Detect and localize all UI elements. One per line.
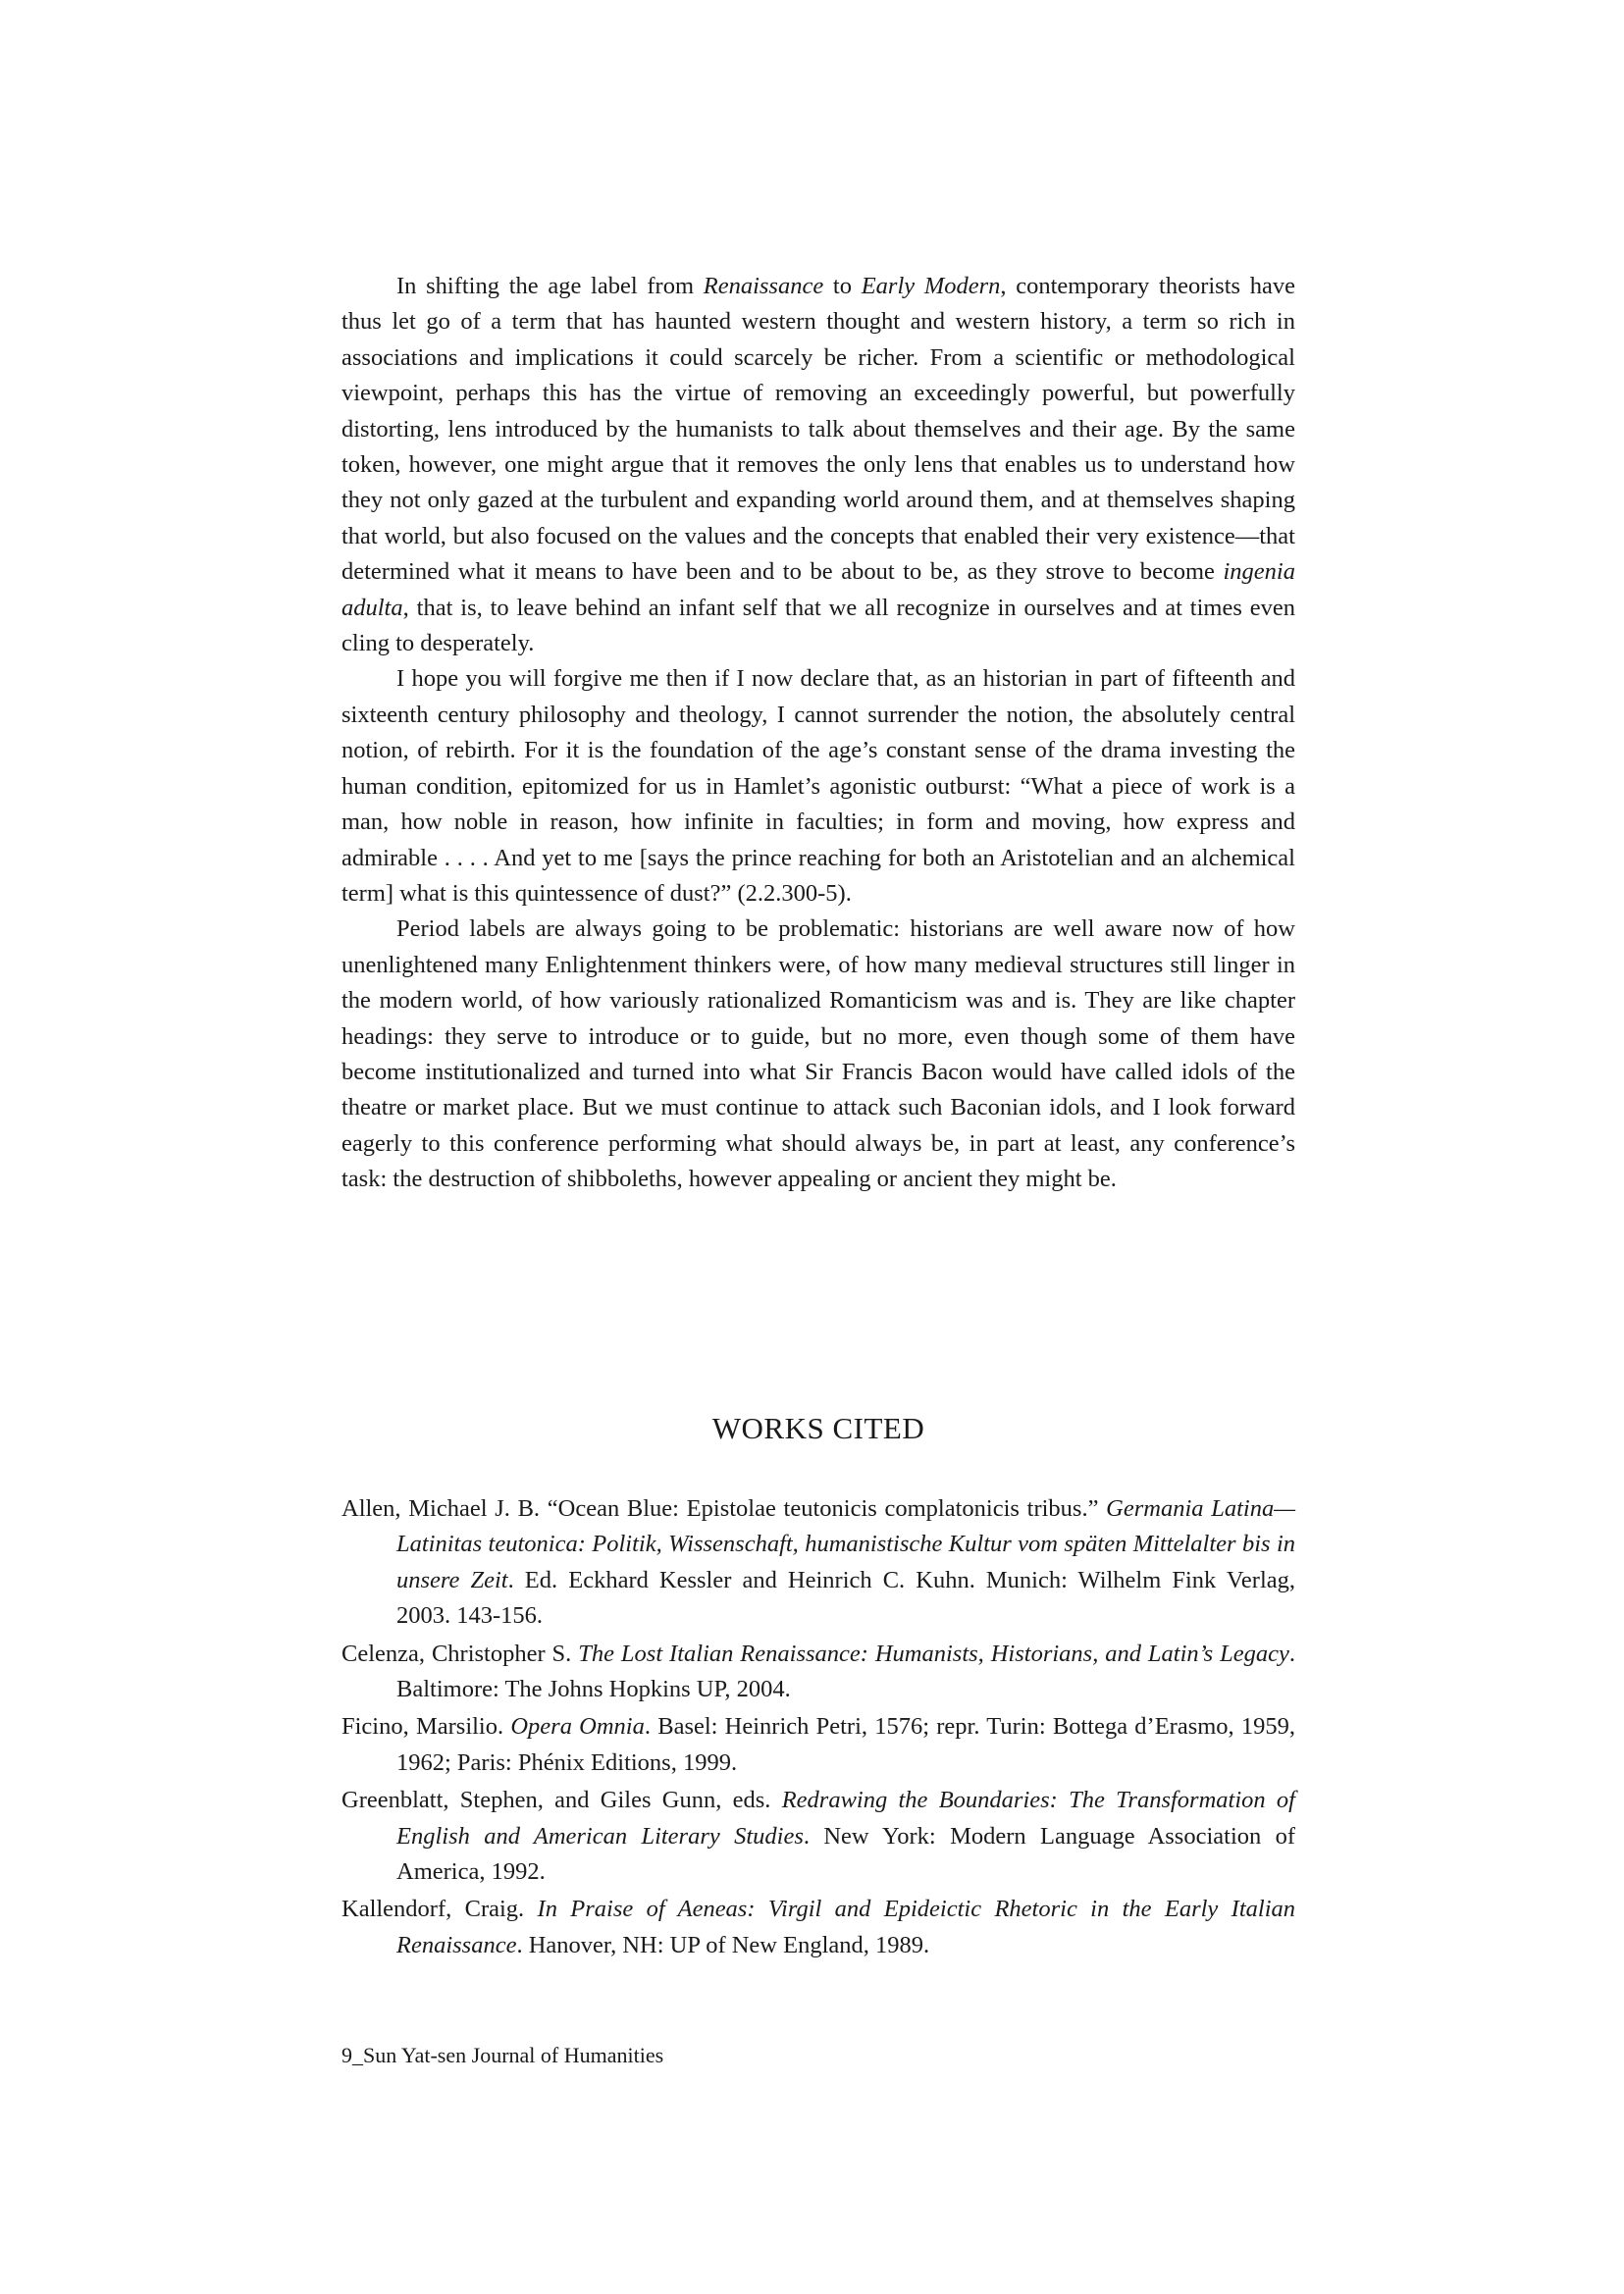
paragraph: Period labels are always going to be problematic: historians are well aware now of how unenlightened many Enlightenment thinkers were, of how many medieval structures still linger in the modern world, of how variously rationalized Romanticism was and is. They are like chapter headings: they serve to introduce or to guide, but no more, even though some of them have become institutionalized and turned into what Sir Francis Bacon would have called idols of the theatre or market place. But we must continue to attack such Baconian idols, and I look forward eagerly to this conference performing what should always be, in part at least, any conference’s task: the destruction of shibboleths, however appealing or ancient they might be. [341, 915, 1295, 1193]
page-footer: 9_Sun Yat-sen Journal of Humanities [341, 2043, 664, 2067]
paragraph: In shifting the age label from Renaissance to Early Modern, contemporary theorists have thus let go of a term that has haunted western thought and western history, a term so rich in associations and implications it could scarcely be richer. From a scientific or methodological viewpoint, perhaps this has the virtue of removing an exceedingly powerful, but powerfully distorting, lens introduced by the humanists to talk about themselves and their age. By the same token, however, one might argue that it removes the only lens that enables us to understand how they not only gazed at the turbulent and expanding world around them, and at themselves shaping that world, but also focused on the values and the concepts that enabled their very existence—that determined what it means to have been and to be about to be, as they strove to become ingenia adulta, that is, to leave behind an infant self that we all recognize in ourselves and at times even cling to desperately. [341, 273, 1295, 657]
body-text [341, 269, 1295, 1198]
citation-entry: Allen, Michael J. B. “Ocean Blue: Epistolae teutonicis complatonicis tribus.” Germania Latina—Latinitas teutonica: Politik, Wissenschaft, humanistische Kultur vom späten Mittelalter bis in unsere Zeit. Ed. Eckhard Kessler and Heinrich C. Kuhn. Munich: Wilhelm Fink Verlag, 2003. 143-156. [341, 1495, 1295, 1630]
works-cited-heading: WORKS CITED [711, 1411, 925, 1445]
citation-entry: Kallendorf, Craig. In Praise of Aeneas: Virgil and Epideictic Rhetoric in the Early Italian Renaissance. Hanover, NH: UP of New England, 1989. [341, 1896, 1295, 1958]
italic-text: Early Modern [861, 273, 1001, 299]
italic-text: Germania Latina—Latinitas teutonica: Politik, Wissenschaft, humanistische Kultur vom späten Mittelalter bis in unsere Zeit [396, 1495, 1295, 1593]
citation-entry: Ficino, Marsilio. Opera Omnia. Basel: Heinrich Petri, 1576; repr. Turin: Bottega d’Erasmo, 1959, 1962; Paris: Phénix Editions, 1999. [341, 1713, 1296, 1776]
paragraph: I hope you will forgive me then if I now declare that, as an historian in part of fifteenth and sixteenth century philosophy and theology, I cannot surrender the notion, the absolutely central notion, of rebirth. For it is the foundation of the age’s constant sense of the drama investing the human condition, epitomized for us in Hamlet’s agonistic outburst: “What a piece of work is a man, how noble in reason, how infinite in faculties; in form and moving, how express and admirable . . . . And yet to me [says the prince reaching for both an Aristotelian and an alchemical term] what is this quintessence of dust?” (2.2.300-5). [341, 665, 1295, 907]
italic-text: In Praise of Aeneas: Virgil and Epideictic Rhetoric in the Early Italian Renaissance [396, 1896, 1295, 1958]
italic-text: ingenia adulta [341, 558, 1295, 621]
italic-text: The Lost Italian Renaissance: Humanists, Historians, and Latin’s Legacy [578, 1640, 1289, 1667]
italic-text: Redrawing the Boundaries: The Transformation of English and American Literary Studies [396, 1787, 1295, 1850]
citation-entry: Greenblatt, Stephen, and Giles Gunn, eds. Redrawing the Boundaries: The Transformation of English and American Literary Studies. New York: Modern Language Association of America, 1992. [341, 1787, 1296, 1886]
works-cited-list [341, 1491, 1295, 1965]
italic-text: Opera Omnia [510, 1713, 645, 1741]
citation-entry: Celenza, Christopher S. The Lost Italian Renaissance: Humanists, Historians, and Latin’s Legacy. Baltimore: The Johns Hopkins UP, 2004. [341, 1640, 1295, 1703]
italic-text: Renaissance [703, 273, 824, 299]
